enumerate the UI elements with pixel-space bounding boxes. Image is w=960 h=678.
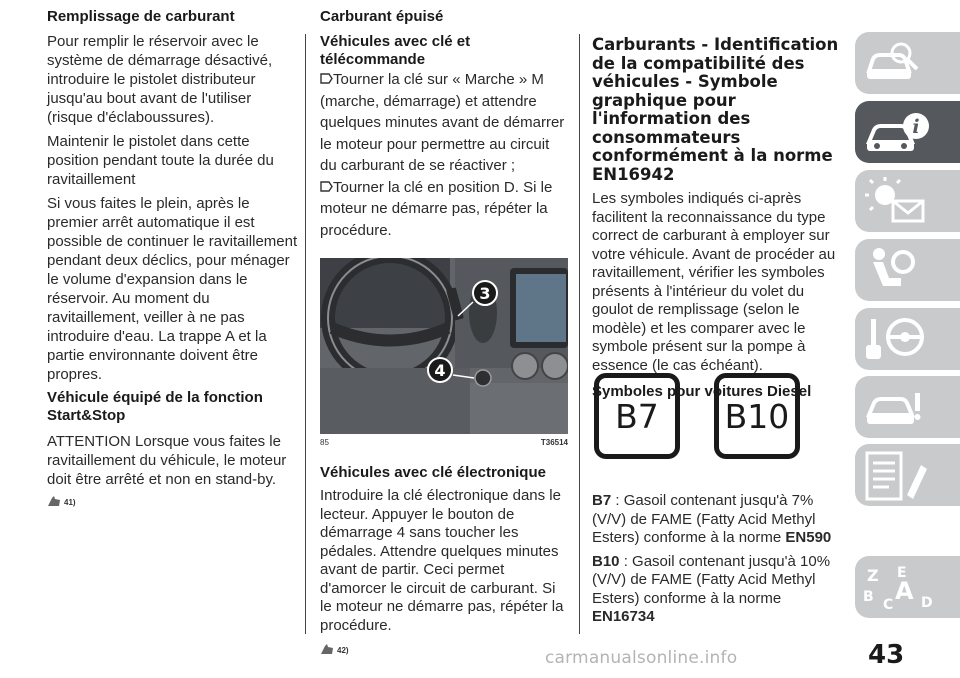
b7-text: : Gasoil contenant jusqu'à 7% (V/V) de FAME (Fatty Acid Methyl Esters) conforme à la norme [592,492,816,546]
heading-cle-electronique: Véhicules avec clé électronique [320,464,546,481]
tab-safety[interactable] [855,239,960,301]
tab-index[interactable] [855,556,960,618]
b10-term: B10 [592,552,620,570]
tab-starting-driving[interactable] [855,308,960,370]
dashboard-illustration [320,258,568,434]
bullet-item [320,69,570,177]
svg-text:B: B [863,589,874,605]
symbol-b10-label: B10 [724,396,790,436]
paragraph: Les symboles indiqués ci-après facilitent la reconnaissance du type correct de carburant à employer sur votre véhicule. Avant de procéder au ravitaillement, vérifier les symboles présents à l'intérieur du volet du goulot de remplissage (selon le modèle) et les comparer avec le symbole présent sur la pompe à essence (le cas échéant). [592,190,836,374]
bullet-item [320,177,570,242]
paragraph: Si vous faites le plein, après le premier arrêt automatique il est possible de continuer le ravitaillement pendant deux déclics, pour ménager le volume d'expansion dans le réservoir. Au moment du ravitaillement, veiller à ne pas introduire d'eau. La trappe A et la partie environnante doivent être propres. [47,195,298,383]
heading-start-stop: Véhicule équipé de la fonction Start&Stop [47,389,263,424]
b7-term: B7 [592,492,612,509]
warning-number: 41) [64,498,76,507]
page-number: 43 [868,640,905,670]
b7-norm: EN590 [785,529,832,546]
paragraph: Pour remplir le réservoir avec le système de démarrage désactivé, introduire le pistolet distributeur jusqu'au bout avant de l'utiliser (risque d'éclaboussures). [47,33,273,126]
paragraph: ATTENTION Lorsque vous faites le ravitaillement du véhicule, le moteur doit être arrêté et non en stand-by. [47,433,287,488]
airbag-seat-icon [863,244,923,296]
key-steering-wheel-icon [863,313,933,365]
maintenance-checklist-icon [863,449,933,505]
callout-3: 3 [479,284,491,303]
car-info-icon [863,106,933,158]
svg-text:E: E [897,565,907,581]
bullet-icon [320,181,333,192]
svg-text:i: i [912,116,920,138]
warning-light-message-icon [863,175,933,227]
column-2-lower [320,464,570,655]
alphabet-index-icon [863,561,943,617]
dashboard-photo [320,258,568,434]
paragraph: Maintenir le pistolet dans cette position pendant toute la durée du ravitaillement [47,133,274,188]
column-divider [579,34,580,634]
svg-text:C: C [883,597,894,613]
watermark: carmanualsonline.info [545,648,738,668]
tab-maintenance[interactable] [855,444,960,506]
column-3-lower [592,492,844,627]
car-magnifier-icon [863,37,923,89]
tab-vehicle-info[interactable] [855,101,960,163]
warning-ref [320,643,570,655]
tab-emergency[interactable] [855,376,960,438]
svg-text:A: A [895,577,914,605]
heading-cle-telecommande: Véhicules avec clé et télécommande [320,33,471,68]
warning-hand-icon [320,643,334,655]
figure-caption [320,438,568,450]
column-1 [47,8,299,507]
symbol-b10 [714,373,800,459]
bullet-icon [320,73,333,84]
heading-symboles-diesel: Symboles pour voitures Diesel [592,383,812,400]
warning-number: 42) [337,646,349,655]
figure-number: 85 [320,438,329,447]
tab-getting-to-know-car[interactable] [855,32,960,94]
heading-carburant-epuise: Carburant épuisé [320,8,444,25]
b10-text: : Gasoil contenant jusqu'à 10% (V/V) de FAME (Fatty Acid Methyl Esters) conforme à la norme [592,552,831,607]
b10-norm: EN16734 [592,608,655,625]
warning-hand-icon [47,495,61,507]
heading-remplissage: Remplissage de carburant [47,8,235,25]
svg-text:Z: Z [867,566,879,585]
warning-ref [47,495,299,507]
column-divider [305,34,306,634]
column-2 [320,8,570,241]
callout-4: 4 [434,361,446,380]
section-title: Carburants - Identification de la compatibilité des véhicules - Symbole graphique pour l'information des consommateurs conformément à la norme EN16942 [592,35,839,184]
svg-text:D: D [921,595,933,611]
symbol-b7-label: B7 [615,396,659,436]
b7-definition [592,492,844,548]
column-3 [592,36,842,401]
bullet-text: Tourner la clé sur « Marche » M (marche, démarrage) et attendre quelques minutes avant de démarrer le moteur pour permettre au circuit du carburant de se réactiver ; [320,71,565,174]
b10-definition [592,553,844,627]
bullet-text: Tourner la clé en position D. Si le moteur ne démarre pas, répéter la procédure. [320,178,553,239]
symbol-b7 [594,373,680,459]
car-emergency-icon [863,381,933,433]
paragraph: Introduire la clé électronique dans le lecteur. Appuyer le bouton de démarrage 4 sans toucher les pédales. Attendre quelques minutes avant de partir. Ceci permet d'amorcer le circuit de carburant. Si le moteur ne démarre pas, répéter la procédure. [320,487,564,634]
tab-warning-lights[interactable] [855,170,960,232]
figure-code: T36514 [540,438,568,447]
